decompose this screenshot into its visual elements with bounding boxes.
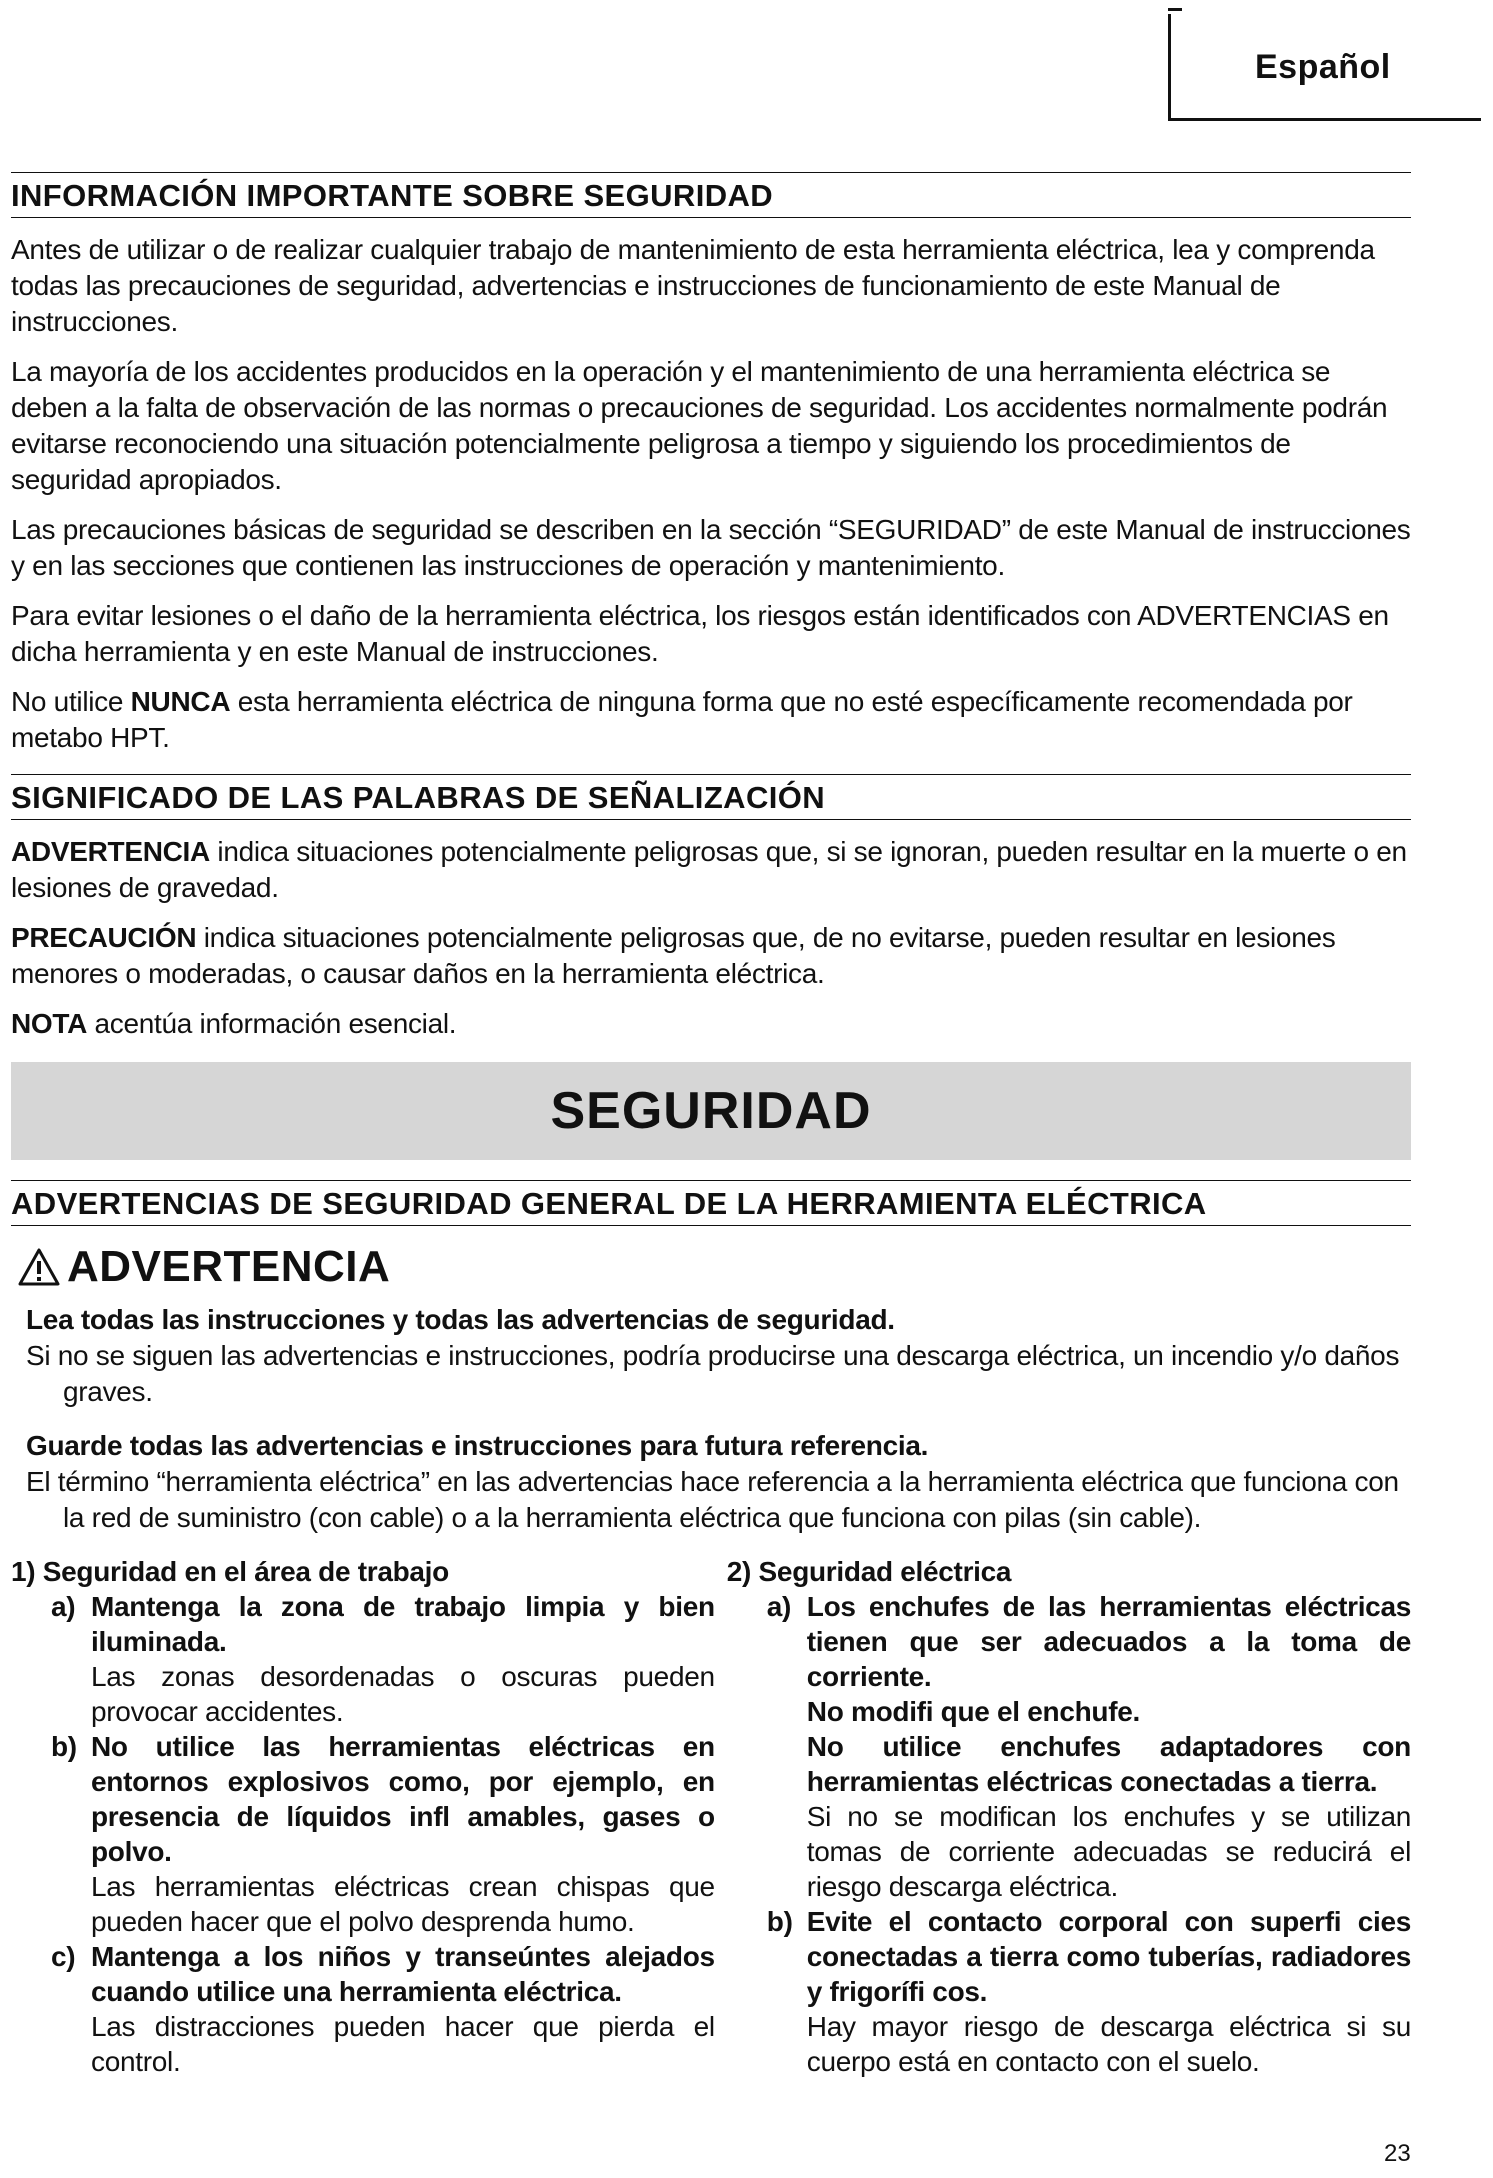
p5-start: No utilice (11, 686, 131, 717)
tab-tick (1168, 8, 1182, 11)
warning-block-1 (26, 1302, 1411, 1410)
info-paragraph-5 (11, 684, 1411, 756)
section-title-general: ADVERTENCIAS DE SEGURIDAD GENERAL DE LA HERRAMIENTA ELÉCTRICA (11, 1180, 1411, 1226)
language-tab (1168, 14, 1481, 121)
info-paragraph-2: La mayoría de los accidentes producidos en la operación y el mantenimiento de una herramienta eléctrica se deben a la falta de observación de las normas o precauciones de seguridad. Los accidentes normalmente podrán evitarse reconociendo una situación potencialmente peligrosa a tiempo y siguiendo los procedimientos de seguridad apropiados. (11, 356, 1388, 495)
item-text: Hay mayor riesgo de descarga eléctrica si su cuerpo está en contacto con el suelo. (806, 2011, 1411, 2077)
item-bold: Mantenga a los niños y transeúntes alejados cuando utilice una herramienta eléctrica. (91, 1941, 715, 2007)
p5-emphasis: NUNCA (130, 686, 231, 717)
item-bold: No utilice las herramientas eléctricas en entornos explosivos como, por ejemplo, en presencia de líquidos infl amables, gases o polvo. (91, 1731, 715, 1867)
warning-block-2 (26, 1428, 1411, 1536)
term-precaucion: PRECAUCIÓN (11, 922, 197, 953)
item-bold: Los enchufes de las herramientas eléctricas tienen que ser adecuados a la toma de corriente. (806, 1591, 1411, 1692)
warning-triangle-icon (17, 1247, 61, 1287)
def-nota: acentúa información esencial. (87, 1008, 457, 1039)
col-left-heading: 1) Seguridad en el área de trabajo (11, 1556, 449, 1587)
info-paragraph-1: Antes de utilizar o de realizar cualquier trabajo de mantenimiento de esta herramienta eléctrica, lea y comprenda todas las precauciones de seguridad, advertencias e instrucciones de funcionamiento de este Manual de instrucciones. (11, 234, 1375, 337)
item-text: Si no se modifican los enchufes y se utilizan tomas de corriente adecuadas se reducirá el riesgo descarga eléctrica. (806, 1801, 1411, 1902)
item-text: Las zonas desordenadas o oscuras pueden provocar accidentes. (91, 1661, 715, 1727)
col-right-heading: 2) Seguridad eléctrica (726, 1556, 1012, 1587)
list-item (51, 1729, 715, 1869)
item-bold-3: No utilice enchufes adaptadores con herramientas eléctricas conectadas a tierra. (806, 1731, 1411, 1797)
block1-bold: Lea todas las instrucciones y todas las advertencias de seguridad. (26, 1304, 895, 1335)
list-item (51, 1589, 715, 1659)
item-index: b) (766, 1906, 793, 1937)
word-precaucion (11, 920, 1411, 992)
term-nota: NOTA (11, 1008, 88, 1039)
item-text: Las herramientas eléctricas crean chispas que pueden hacer que el polvo desprenda humo. (91, 1871, 715, 1937)
item-index: a) (51, 1591, 76, 1622)
section-title-info: INFORMACIÓN IMPORTANTE SOBRE SEGURIDAD (11, 172, 1411, 218)
block2-bold: Guarde todas las advertencias e instrucciones para futura referencia. (26, 1430, 929, 1461)
page-number: 23 (1384, 2140, 1411, 2167)
item-text: Las distracciones pueden hacer que pierda el control. (91, 2011, 715, 2077)
word-nota (11, 1006, 1411, 1042)
item-bold: Evite el contacto corporal con superfi cies conectadas a tierra como tuberías, radiadores y frigorífi cos. (806, 1906, 1411, 2007)
item-index: b) (51, 1731, 77, 1762)
warning-heading (17, 1242, 1411, 1292)
main-content (11, 172, 1411, 2079)
block2-text: El término “herramienta eléctrica” en las advertencias hace referencia a la herramienta eléctrica que funciona con la red de suministro (con cable) o a la herramienta eléctrica que funciona con pilas (sin cable). (26, 1466, 1399, 1533)
list-item (51, 1939, 715, 2009)
list-item (767, 1589, 1411, 1694)
term-advertencia: ADVERTENCIA (11, 836, 210, 867)
item-bold-2: No modifi que el enchufe. (806, 1696, 1140, 1727)
warning-label: ADVERTENCIA (67, 1242, 391, 1291)
info-paragraph-3: Las precauciones básicas de seguridad se describen en la sección “SEGURIDAD” de este Manual de instrucciones y en las secciones que contienen las instrucciones de operación y mantenimiento. (11, 514, 1411, 581)
seguridad-banner: SEGURIDAD (11, 1062, 1411, 1160)
list-item (767, 1904, 1411, 2009)
item-index: a) (766, 1591, 792, 1622)
item-index: c) (51, 1941, 76, 1972)
def-advertencia: indica situaciones potencialmente peligrosas que, si se ignoran, pueden resultar en la muerte o en lesiones de gravedad. (11, 836, 1407, 903)
word-advertencia (11, 834, 1411, 906)
section-title-words: SIGNIFICADO DE LAS PALABRAS DE SEÑALIZACIÓN (11, 774, 1411, 820)
block1-text: Si no se siguen las advertencias e instrucciones, podría producirse una descarga eléctrica, un incendio y/o daños graves. (26, 1340, 1400, 1407)
two-columns (11, 1554, 1411, 2079)
info-paragraph-4: Para evitar lesiones o el daño de la herramienta eléctrica, los riesgos están identificados con ADVERTENCIAS en dicha herramienta y en este Manual de instrucciones. (11, 600, 1389, 667)
column-electrical (727, 1554, 1411, 2079)
column-work-area (11, 1554, 715, 2079)
language-label: Español (1255, 48, 1391, 86)
p5-end: esta herramienta eléctrica de ninguna forma que no esté específicamente recomendada por metabo HPT. (11, 686, 1353, 753)
def-precaucion: indica situaciones potencialmente peligrosas que, de no evitarse, pueden resultar en lesiones menores o moderadas, o causar daños en la herramienta eléctrica. (11, 922, 1336, 989)
item-bold: Mantenga la zona de trabajo limpia y bien iluminada. (91, 1591, 715, 1657)
